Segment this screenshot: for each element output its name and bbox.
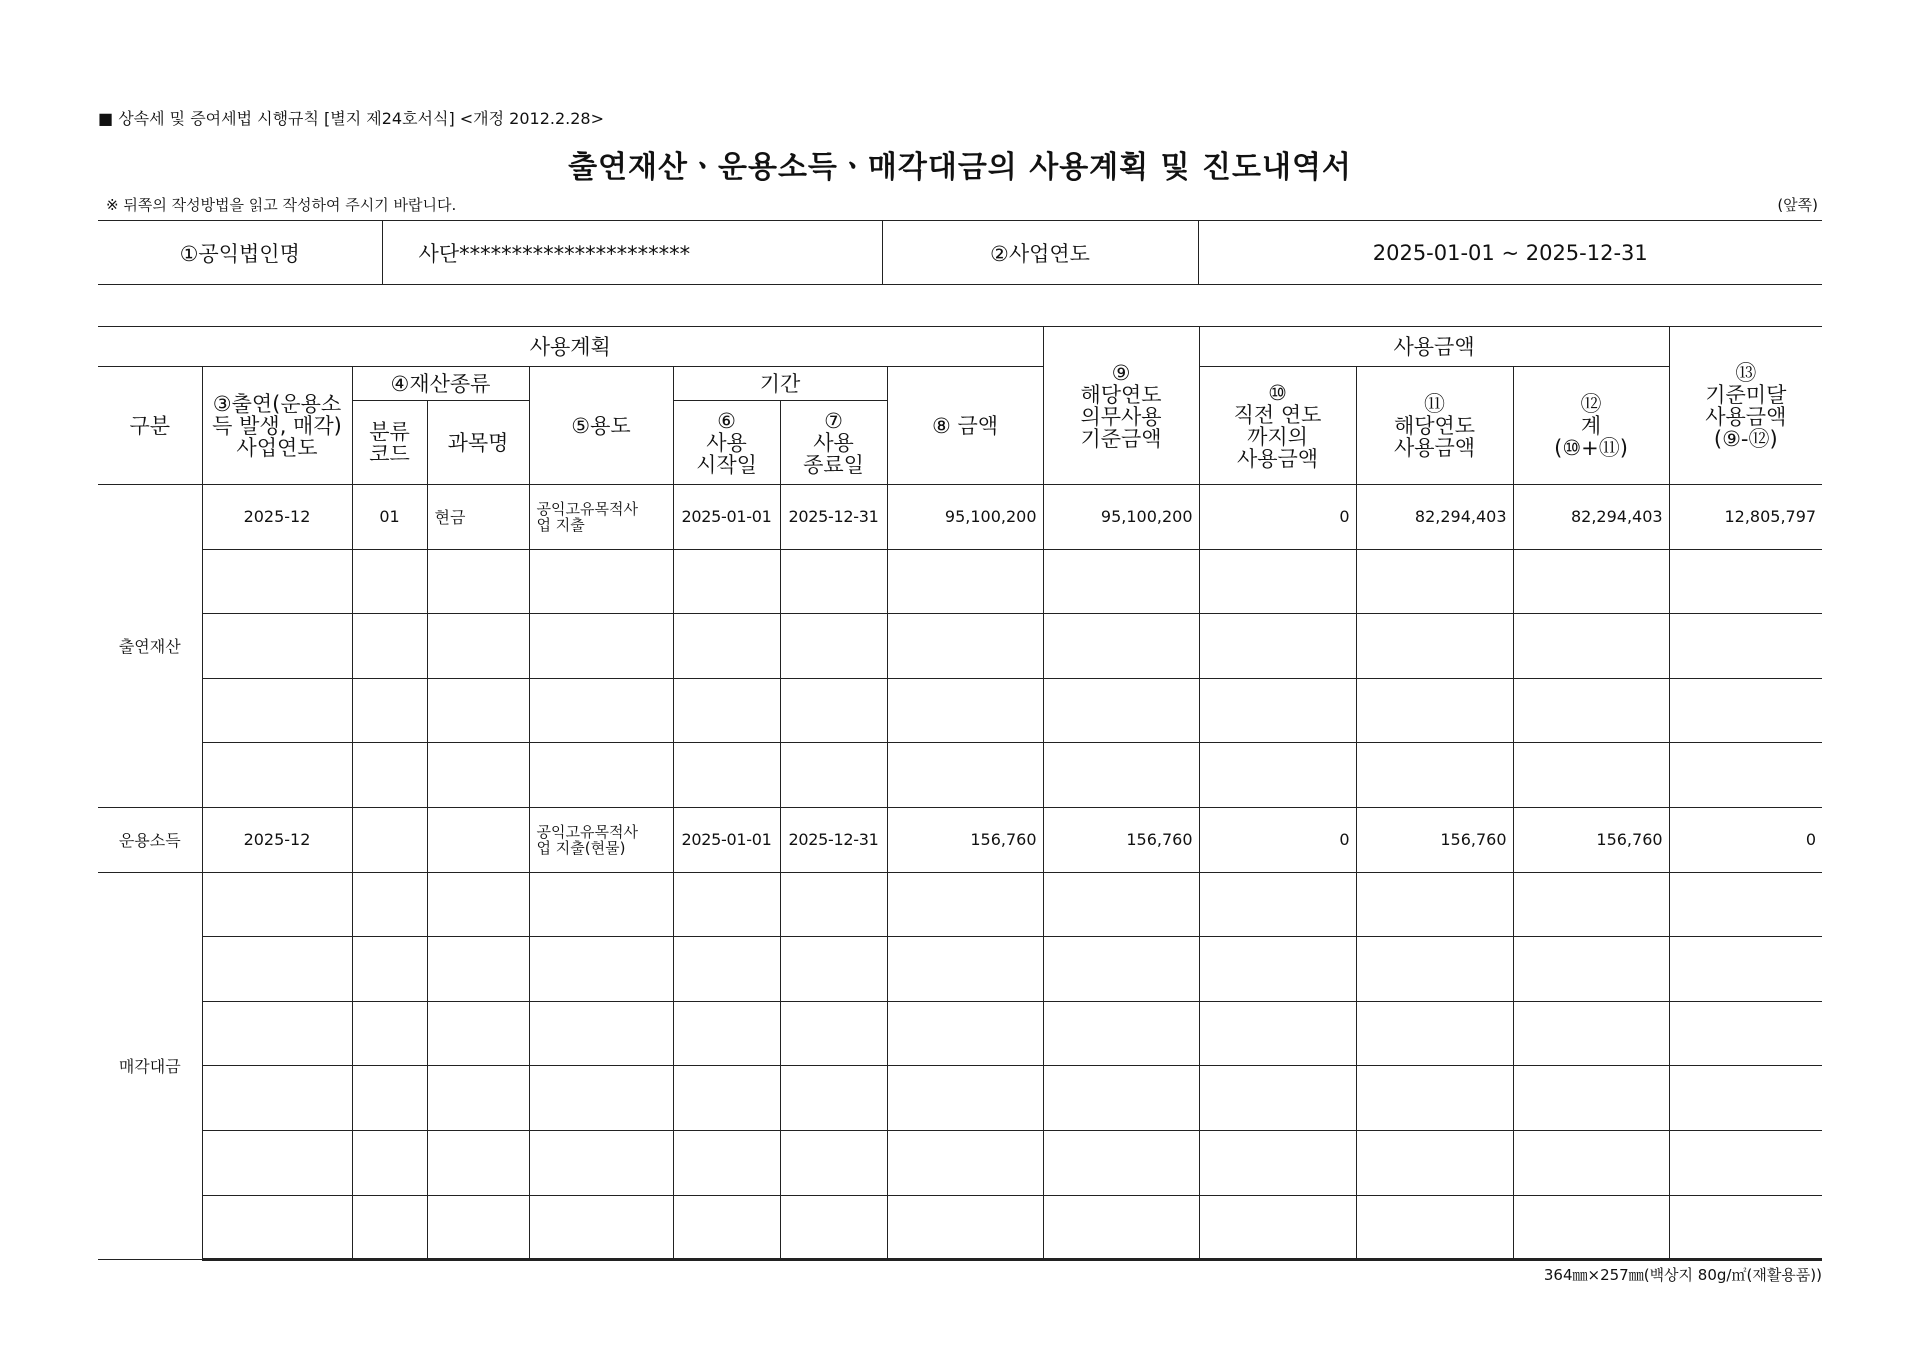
purpose-line: 업 지출(현물) (536, 838, 626, 857)
cell-amount: 95,100,200 (887, 485, 1043, 550)
header-table (98, 220, 1822, 285)
col-label-line: 사용금액 (1236, 446, 1319, 471)
table-row (98, 807, 1822, 872)
class-code-header (352, 401, 427, 485)
cell-amount: 156,760 (887, 807, 1043, 872)
required-amount-header (1043, 327, 1199, 485)
plan-group-header: 사용계획 (98, 327, 1043, 367)
cell-end: 2025-12-31 (780, 807, 887, 872)
cell-total: 156,760 (1513, 807, 1669, 872)
table-row (98, 549, 1822, 614)
cell-subject: 현금 (427, 485, 529, 550)
paper-spec-footer: 364㎜×257㎜(백상지 80g/㎡(재활용품)) (1543, 1266, 1822, 1284)
total-header (1513, 367, 1669, 485)
period-header: 기간 (673, 367, 887, 401)
cell-purpose (529, 485, 673, 550)
table-row (98, 1130, 1822, 1195)
purpose-line: 공익고유목적사 (536, 822, 638, 841)
col-label-line: 직전 연도 (1233, 402, 1322, 427)
cell-prev-used: 0 (1199, 485, 1356, 550)
table-row (98, 937, 1822, 1002)
table-row (98, 485, 1822, 550)
col-label-line: 해당연도 (1080, 382, 1162, 407)
prev-used-header (1199, 367, 1356, 485)
section-income: 운용소득 (98, 807, 202, 872)
start-date-header (673, 401, 780, 485)
col-number: ⑫ (1580, 391, 1602, 416)
col-label-line: 사업연도 (236, 435, 318, 460)
amount-header: ⑧ 금액 (887, 367, 1043, 485)
table-row (98, 1066, 1822, 1131)
shortfall-header (1669, 327, 1822, 485)
table-row (98, 872, 1822, 937)
col-number: ⑦ (824, 408, 843, 433)
col-label-line: 까지의 (1247, 424, 1308, 449)
this-used-header (1356, 367, 1513, 485)
col-label-line: 기준미달 (1705, 382, 1787, 407)
col-label-line: 사용금액 (1705, 404, 1787, 429)
table-row (98, 743, 1822, 808)
cell-start: 2025-01-01 (673, 807, 780, 872)
cell-code: 01 (352, 485, 427, 550)
org-name-value: 사단********************** (382, 221, 882, 285)
col-number: ⑩ (1268, 380, 1287, 405)
col-number: ⑨ (1111, 360, 1131, 385)
col-label-line: 계 (1580, 413, 1602, 438)
purpose-header: ⑤용도 (529, 367, 673, 485)
business-year-label: ②사업연도 (882, 221, 1198, 285)
col-label-line: 시작일 (696, 452, 757, 477)
division-header: 구분 (98, 367, 202, 485)
cell-shortfall: 0 (1669, 807, 1822, 872)
section-sale: 매각대금 (98, 872, 202, 1260)
amount-group-header: 사용금액 (1199, 327, 1669, 367)
instruction-note: ※ 뒤쪽의 작성방법을 읽고 작성하여 주시기 바랍니다. (106, 196, 457, 214)
col-label-line: 해당연도 (1393, 413, 1476, 438)
cell-start: 2025-01-01 (673, 485, 780, 550)
cell-year: 2025-12 (202, 807, 352, 872)
org-name-label: ①공익법인명 (98, 221, 382, 285)
cell-subject (427, 807, 529, 872)
col-label-line: 기준금액 (1080, 426, 1162, 451)
cell-prev-used: 0 (1199, 807, 1356, 872)
cell-total: 82,294,403 (1513, 485, 1669, 550)
col-label-line: 종료일 (803, 452, 864, 477)
col-label-line: (⑨-⑫) (1713, 426, 1778, 451)
contrib-year-header (202, 367, 352, 485)
col-label-line: 의무사용 (1080, 404, 1162, 429)
col-label-line: 사용 (813, 430, 854, 455)
cell-this-used: 156,760 (1356, 807, 1513, 872)
cell-year: 2025-12 (202, 485, 352, 550)
table-row (98, 614, 1822, 679)
col-label-line: 사용금액 (1393, 435, 1476, 460)
cell-code (352, 807, 427, 872)
cell-end: 2025-12-31 (780, 485, 887, 550)
col-label-line: (⑩+⑪) (1554, 435, 1628, 460)
asset-type-header: ④재산종류 (352, 367, 529, 401)
col-label-line: 사용 (706, 430, 747, 455)
table-row (98, 1195, 1822, 1260)
cell-required: 156,760 (1043, 807, 1199, 872)
cell-shortfall: 12,805,797 (1669, 485, 1822, 550)
section-contribution: 출연재산 (98, 485, 202, 808)
usage-table (98, 326, 1822, 1261)
col-number: ⑪ (1424, 391, 1446, 416)
col-label-line: ③출연(운용소 (212, 391, 342, 416)
col-number: ⑬ (1735, 360, 1757, 385)
table-row (98, 678, 1822, 743)
subject-header: 과목명 (427, 401, 529, 485)
col-number: ⑥ (717, 408, 736, 433)
cell-purpose (529, 807, 673, 872)
purpose-line: 공익고유목적사 (536, 499, 638, 518)
cell-required: 95,100,200 (1043, 485, 1199, 550)
business-year-value: 2025-01-01 ~ 2025-12-31 (1198, 221, 1822, 285)
end-date-header (780, 401, 887, 485)
table-row (98, 1001, 1822, 1066)
purpose-line: 업 지출 (536, 515, 585, 534)
col-label-line: 득 발생, 매각) (212, 413, 342, 438)
col-label-line: 코드 (369, 441, 410, 466)
col-label-line: 분류 (369, 419, 410, 444)
form-reference: ■ 상속세 및 증여세법 시행규칙 [별지 제24호서식] <개정 2012.2.28> (98, 109, 605, 128)
page-side-label: (앞쪽) (1777, 196, 1818, 214)
document-title: 출연재산ㆍ운용소득ㆍ매각대금의 사용계획 및 진도내역서 (568, 150, 1352, 185)
cell-this-used: 82,294,403 (1356, 485, 1513, 550)
